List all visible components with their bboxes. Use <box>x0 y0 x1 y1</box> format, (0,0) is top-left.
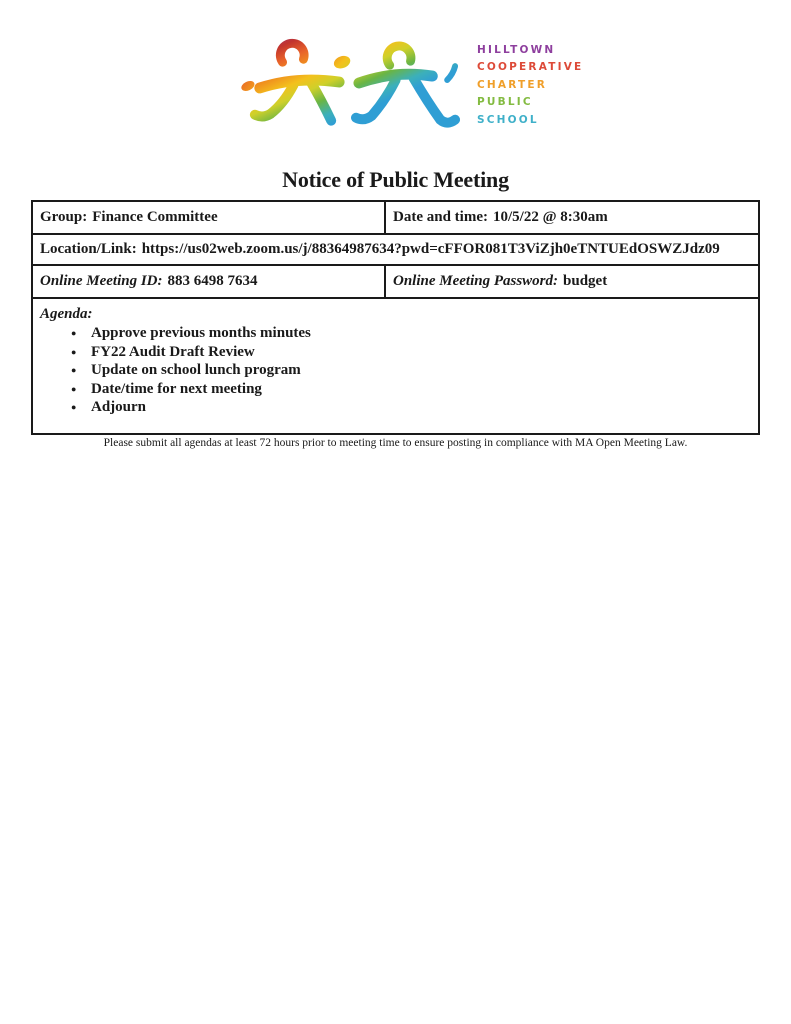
page-title: Notice of Public Meeting <box>282 167 509 192</box>
table-row-agenda <box>33 297 758 433</box>
bullet-icon: ● <box>71 383 77 394</box>
dancing-children-icon <box>237 32 467 136</box>
agenda-item <box>71 381 750 400</box>
meeting-id-cell <box>33 266 386 297</box>
compliance-footnote: Please submit all agendas at least 72 hours prior to meeting time to ensure posting in compliance with MA Open Meeting Law. <box>103 437 688 449</box>
school-name-line: COOPERATIVE <box>477 61 584 74</box>
agenda-item <box>71 399 750 418</box>
agenda-item-text: Approve previous months minutes <box>91 325 311 341</box>
location-link-text: https://us02web.zoom.us/j/88364987634?pwd=cFFOR081T3ViZjh0eTNTUEdOSWZJdz09 <box>141 241 720 257</box>
agenda-item-text: FY22 Audit Draft Review <box>91 343 255 360</box>
school-name <box>477 32 583 129</box>
school-name-line: CHARTER <box>477 78 548 91</box>
bullet-icon: ● <box>71 402 77 412</box>
agenda-item-text: Update on school lunch program <box>91 362 301 378</box>
bullet-icon: ● <box>71 365 77 375</box>
school-name-line: HILLTOWN <box>477 44 556 56</box>
agenda-cell <box>33 299 758 433</box>
table-row-id-password <box>33 264 758 297</box>
school-logo <box>237 32 583 136</box>
group-cell <box>33 202 386 233</box>
meeting-id-value: 883 6498 7634 <box>167 273 258 289</box>
datetime-label: Date and time: <box>393 209 488 225</box>
agenda-item-text: Adjourn <box>91 399 147 415</box>
agenda-item-text: Date/time for next meeting <box>91 380 262 397</box>
group-label: Group: <box>40 209 88 225</box>
group-value: Finance Committee <box>92 209 218 225</box>
agenda-item <box>71 325 750 344</box>
school-name-line: SCHOOL <box>477 113 539 126</box>
datetime-value: 10/5/22 @ 8:30am <box>492 209 608 225</box>
school-name-line: PUBLIC <box>477 96 533 109</box>
bullet-icon: ● <box>71 346 77 357</box>
meeting-id-label: Online Meeting ID: <box>40 273 163 289</box>
datetime-cell <box>386 202 758 233</box>
meeting-table <box>31 200 760 435</box>
password-label: Online Meeting Password: <box>393 273 559 289</box>
bullet-icon: ● <box>71 328 77 338</box>
location-cell <box>33 235 758 264</box>
agenda-item <box>71 362 750 381</box>
agenda-list <box>40 325 750 418</box>
location-label: Location/Link: <box>40 241 137 257</box>
agenda-item <box>71 344 750 363</box>
table-row-group-datetime <box>33 202 758 233</box>
password-cell <box>386 266 758 297</box>
agenda-label: Agenda: <box>40 306 93 322</box>
password-value: budget <box>563 273 608 289</box>
table-row-location <box>33 233 758 264</box>
